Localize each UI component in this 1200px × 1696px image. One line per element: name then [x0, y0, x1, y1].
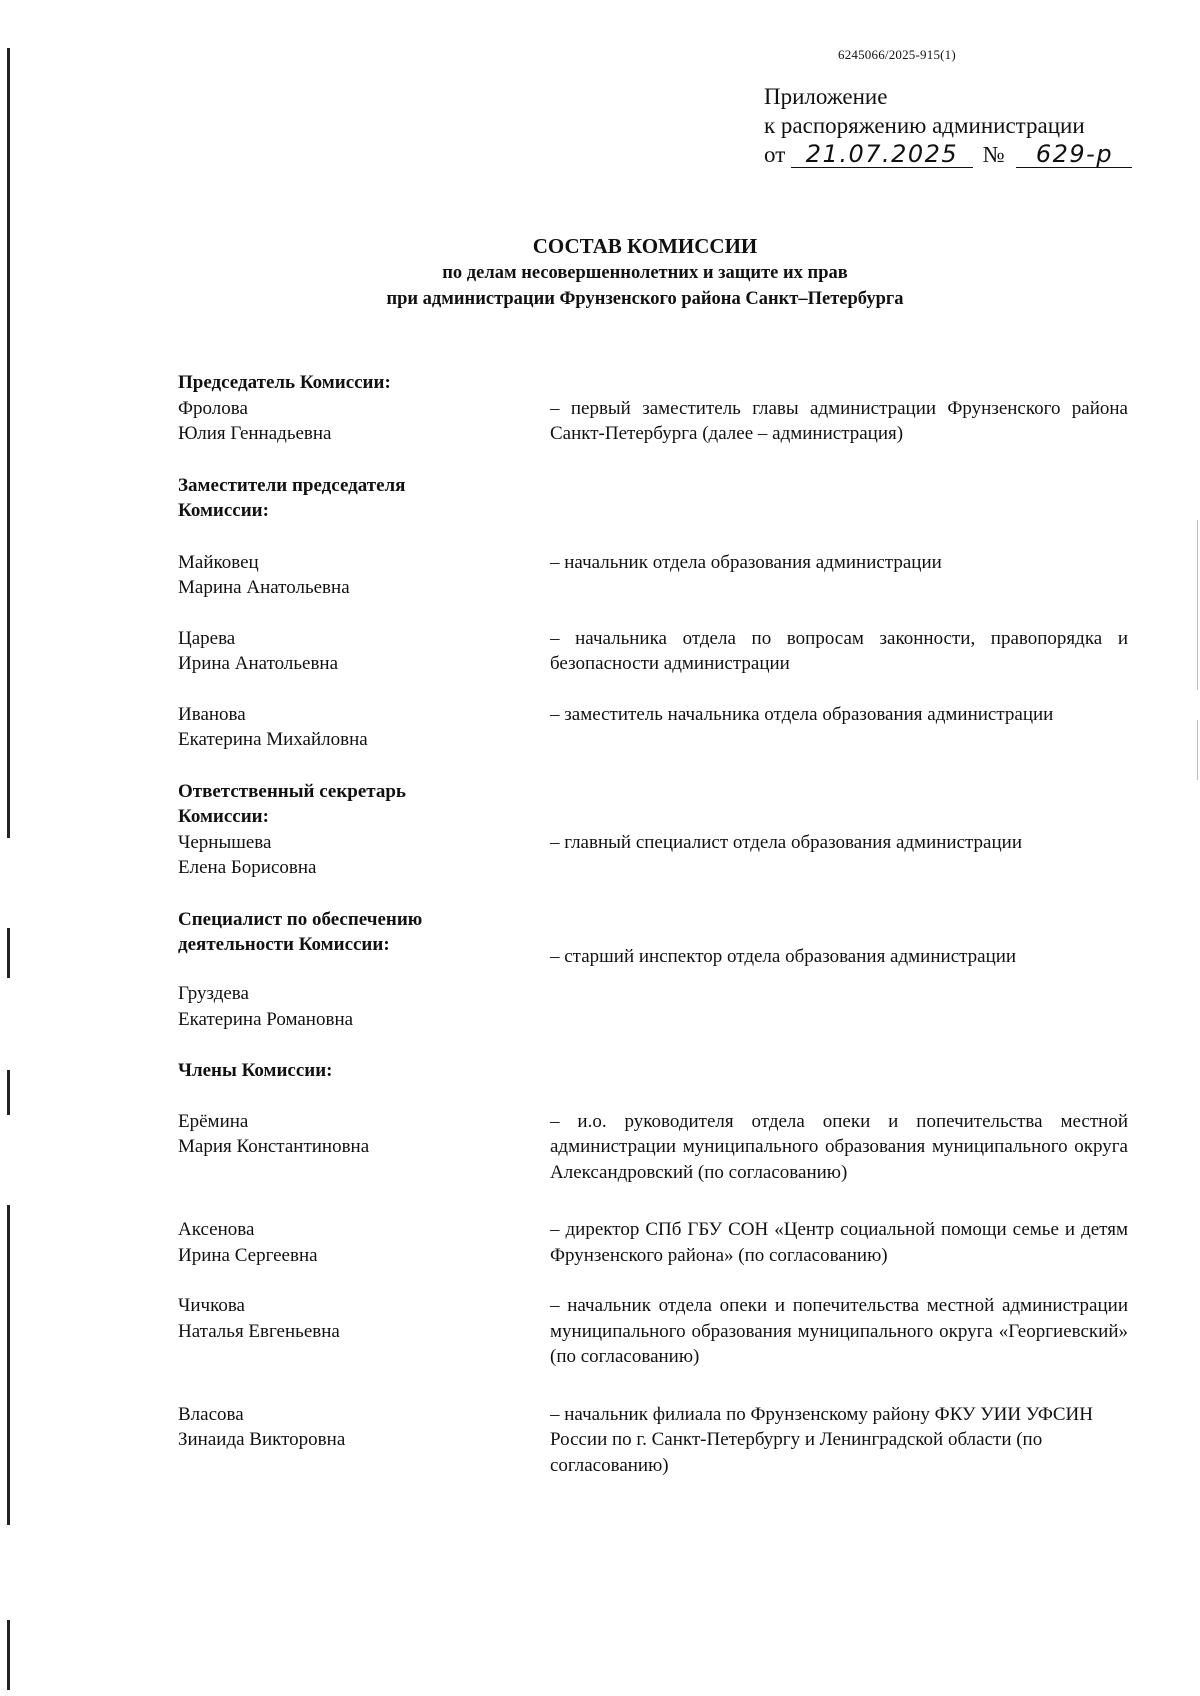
from-label: от	[764, 142, 786, 167]
member-given-name: Ирина Сергеевна	[178, 1244, 318, 1266]
section-heading-secretary: Ответственный секретарь	[178, 780, 406, 802]
member-row	[178, 626, 1128, 677]
member-surname: Чернышева	[178, 831, 272, 853]
scan-edge-mark	[1197, 720, 1198, 780]
member-row	[178, 1293, 1128, 1370]
member-surname: Чичкова	[178, 1295, 245, 1316]
member-name	[178, 1109, 550, 1160]
member-role: – начальника отдела по вопросам законности, правопорядка и безопасности администрации	[550, 627, 1128, 674]
specialist-heading	[178, 907, 550, 958]
member-row	[178, 1109, 1128, 1186]
member-row	[178, 1217, 1128, 1268]
member-row	[178, 702, 1128, 753]
member-role: – начальник филиала по Фрунзенскому району ФКУ УИИ УФСИН России по г. Санкт-Петербургу и Ленинградской области (по согласованию)	[550, 1403, 1094, 1476]
member-name	[178, 830, 550, 881]
scan-edge-mark	[7, 1205, 10, 1525]
member-name	[178, 396, 550, 447]
member-surname: Ерёмина	[178, 1110, 249, 1132]
member-role: – главный специалист отдела образования администрации	[550, 831, 1022, 853]
member-name	[178, 981, 550, 1032]
member-name	[178, 1217, 550, 1268]
title-subtitle-1: по делам несовершеннолетних и защите их прав	[442, 263, 848, 283]
section-heading-chair: Председатель Комиссии:	[178, 372, 391, 393]
scan-edge-mark	[7, 1070, 10, 1115]
member-name	[178, 1293, 550, 1344]
appendix-label: Приложение	[764, 84, 888, 109]
member-role: – директор СПб ГБУ СОН «Центр социальной помощи семье и детям Фрунзенского района» (по согласованию)	[550, 1219, 1128, 1266]
member-given-name: Елена Борисовна	[178, 857, 317, 878]
scan-edge-mark	[7, 48, 10, 838]
member-surname: Власова	[178, 1403, 244, 1425]
handwritten-date: 21.07.2025	[791, 141, 973, 168]
member-role: – начальник отдела образования администрации	[550, 551, 942, 573]
appendix-date-line	[764, 140, 1132, 169]
commission-list	[178, 370, 1128, 1478]
member-surname: Фролова	[178, 397, 248, 419]
member-surname: Майковец	[178, 551, 259, 573]
appendix-header	[764, 82, 1132, 169]
member-role: – первый заместитель главы администрации Фрунзенского района Санкт-Петербурга (далее – администрация)	[550, 397, 1128, 444]
member-role: – и.о. руководителя отдела опеки и попечительства местной администрации муниципального образования муниципального округа Александровский (по согласованию)	[550, 1110, 1128, 1183]
member-surname: Иванова	[178, 703, 246, 725]
scan-edge-mark	[1197, 520, 1198, 690]
member-given-name: Ирина Анатольевна	[178, 653, 339, 674]
member-row	[178, 396, 1128, 447]
section-heading-deputies-2: Комиссии:	[178, 500, 269, 521]
section-heading-specialist: Специалист по обеспечению	[178, 908, 423, 930]
member-given-name: Наталья Евгеньевна	[178, 1320, 340, 1342]
section-heading-specialist-2: деятельности Комиссии:	[178, 934, 390, 955]
section-heading-secretary-2: Комиссии:	[178, 806, 269, 827]
member-role: – старший инспектор отдела образования администрации	[550, 945, 1017, 967]
specialist-heading-row	[178, 907, 1128, 970]
section-heading-members: Члены Комиссии:	[178, 1060, 333, 1081]
title-main: СОСТАВ КОМИССИИ	[532, 234, 758, 258]
member-row	[178, 981, 1128, 1032]
member-name	[178, 550, 550, 601]
member-name	[178, 1402, 550, 1453]
member-given-name: Мария Константиновна	[178, 1136, 370, 1157]
member-given-name: Юлия Геннадьевна	[178, 423, 332, 444]
member-given-name: Екатерина Романовна	[178, 1008, 354, 1030]
scan-edge-mark	[7, 928, 10, 978]
member-given-name: Зинаида Викторовна	[178, 1429, 346, 1450]
number-sign: №	[982, 142, 1005, 167]
appendix-reference: к распоряжению администрации	[764, 113, 1085, 138]
member-row	[178, 830, 1128, 881]
member-row	[178, 550, 1128, 601]
member-surname: Царева	[178, 627, 236, 649]
member-name	[178, 702, 550, 753]
member-given-name: Марина Анатольевна	[178, 577, 350, 598]
member-surname: Аксенова	[178, 1219, 255, 1240]
member-given-name: Екатерина Михайловна	[178, 729, 368, 750]
member-row	[178, 1402, 1128, 1479]
member-name	[178, 626, 550, 677]
member-surname: Груздева	[178, 983, 249, 1004]
handwritten-number: 629-р	[1016, 141, 1132, 168]
document-title	[0, 232, 1200, 312]
scan-edge-mark	[7, 1620, 10, 1690]
title-subtitle-2: при администрации Фрунзенского района Санкт–Петербурга	[386, 289, 904, 309]
member-role: – начальник отдела опеки и попечительства местной администрации муниципального образования муниципального округа «Георгиевский» (по согласованию)	[550, 1295, 1128, 1367]
member-role: – заместитель начальника отдела образования администрации	[550, 703, 1054, 725]
section-heading-deputies: Заместители председателя	[178, 474, 406, 496]
registration-number: 6245066/2025-915(1)	[838, 47, 956, 62]
